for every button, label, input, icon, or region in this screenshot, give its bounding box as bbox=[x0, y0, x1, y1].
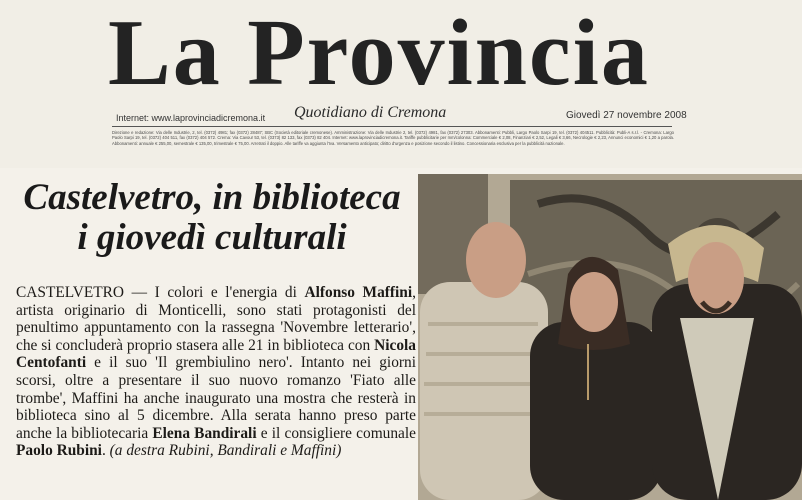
person-left-face bbox=[466, 222, 526, 298]
photo-illustration bbox=[418, 174, 802, 500]
person-name: Paolo Rubini bbox=[16, 442, 102, 460]
article-body bbox=[16, 284, 416, 460]
article-text: e il consigliere comunale bbox=[256, 424, 416, 442]
article-text: e il suo 'Il grembiulino nero'. Intanto nei giorni scorsi, oltre a presentare il suo nuovo romanzo 'Fiato alle trombe', Maffini ha anche inaugurato una mostra che resterà in biblioteca sino al 5 dicembre. Alla serata hanno preso parte anche la bibliotecaria bbox=[16, 354, 416, 442]
newspaper-title: La Provincia bbox=[108, 1, 650, 105]
person-center-face bbox=[570, 272, 618, 332]
article-photo bbox=[418, 174, 802, 500]
article-text: CASTELVETRO — I colori e l'energia di bbox=[16, 284, 305, 301]
person-name: Nicola Centofanti bbox=[16, 336, 416, 372]
person-left-sweater bbox=[420, 282, 548, 500]
issue-date: Giovedì 27 novembre 2008 bbox=[566, 110, 687, 121]
article-text: . bbox=[101, 442, 110, 460]
photo-caption: (a destra Rubini, Bandirali e Maffini) bbox=[109, 442, 342, 460]
headline-line-1: Castelvetro, in biblioteca bbox=[23, 177, 401, 218]
person-name: Elena Bandirali bbox=[152, 424, 257, 442]
article-text: , artista originario di Monticelli, sono stati protagonisti del penultimo appuntamento con la rassegna 'Novembre letterario', che si concluderà proprio stasera alle 21 in biblioteca con bbox=[16, 284, 416, 354]
person-right-face bbox=[688, 242, 744, 314]
person-name: Alfonso Maffini bbox=[304, 284, 413, 301]
website-url: Internet: www.laprovinciadicremona.it bbox=[116, 113, 266, 123]
newspaper-subtitle: Quotidiano di Cremona bbox=[294, 104, 447, 121]
article-headline bbox=[14, 178, 410, 258]
headline-line-2: i giovedì culturali bbox=[77, 217, 347, 258]
masthead bbox=[0, 0, 802, 168]
masthead-divider bbox=[112, 126, 672, 127]
masthead-small-print: Direzione e redazione: Via delle Industrie, 2, tel. (0372) 4981; fax (0372) 28487; SBC (Società editoriale cremonese). Amministrazione: Via delle Industrie 2, tel. (0372) 4981, fax (0372) 27303. Abbonamenti: Pubbli, Largo Paolo Sarpi 19, tel. (0372) 404511. Pubblicità: Publi-A s.r.l. - Cremona: Largo Paolo Sarpi 19, tel. (0372) 404 511, fax (0372) 404 572. Crema: Via Cavour 53, tel. (0373) 82 133, fax (0373) 82 404. Internet: www.laprovinciadicremona.it. Tariffe pubblicitarie per mm/colonna: Commerciale € 2,08, Finanziari € 2,52, Legali € 3,66, Necrologie € 2,23, Annunci economici € 1,20 a parola. Abbonamenti: annuale € 255,00, semestrale € 135,00, trimestrale € 75,00. Arretrati il doppio. Alle tariffe va aggiunta l'Iva. Versamento anticipato; diritto d'urgenza e posizione secondo il listino. Concessionaria esclusiva per la pubblicità nazionale. bbox=[112, 130, 674, 146]
